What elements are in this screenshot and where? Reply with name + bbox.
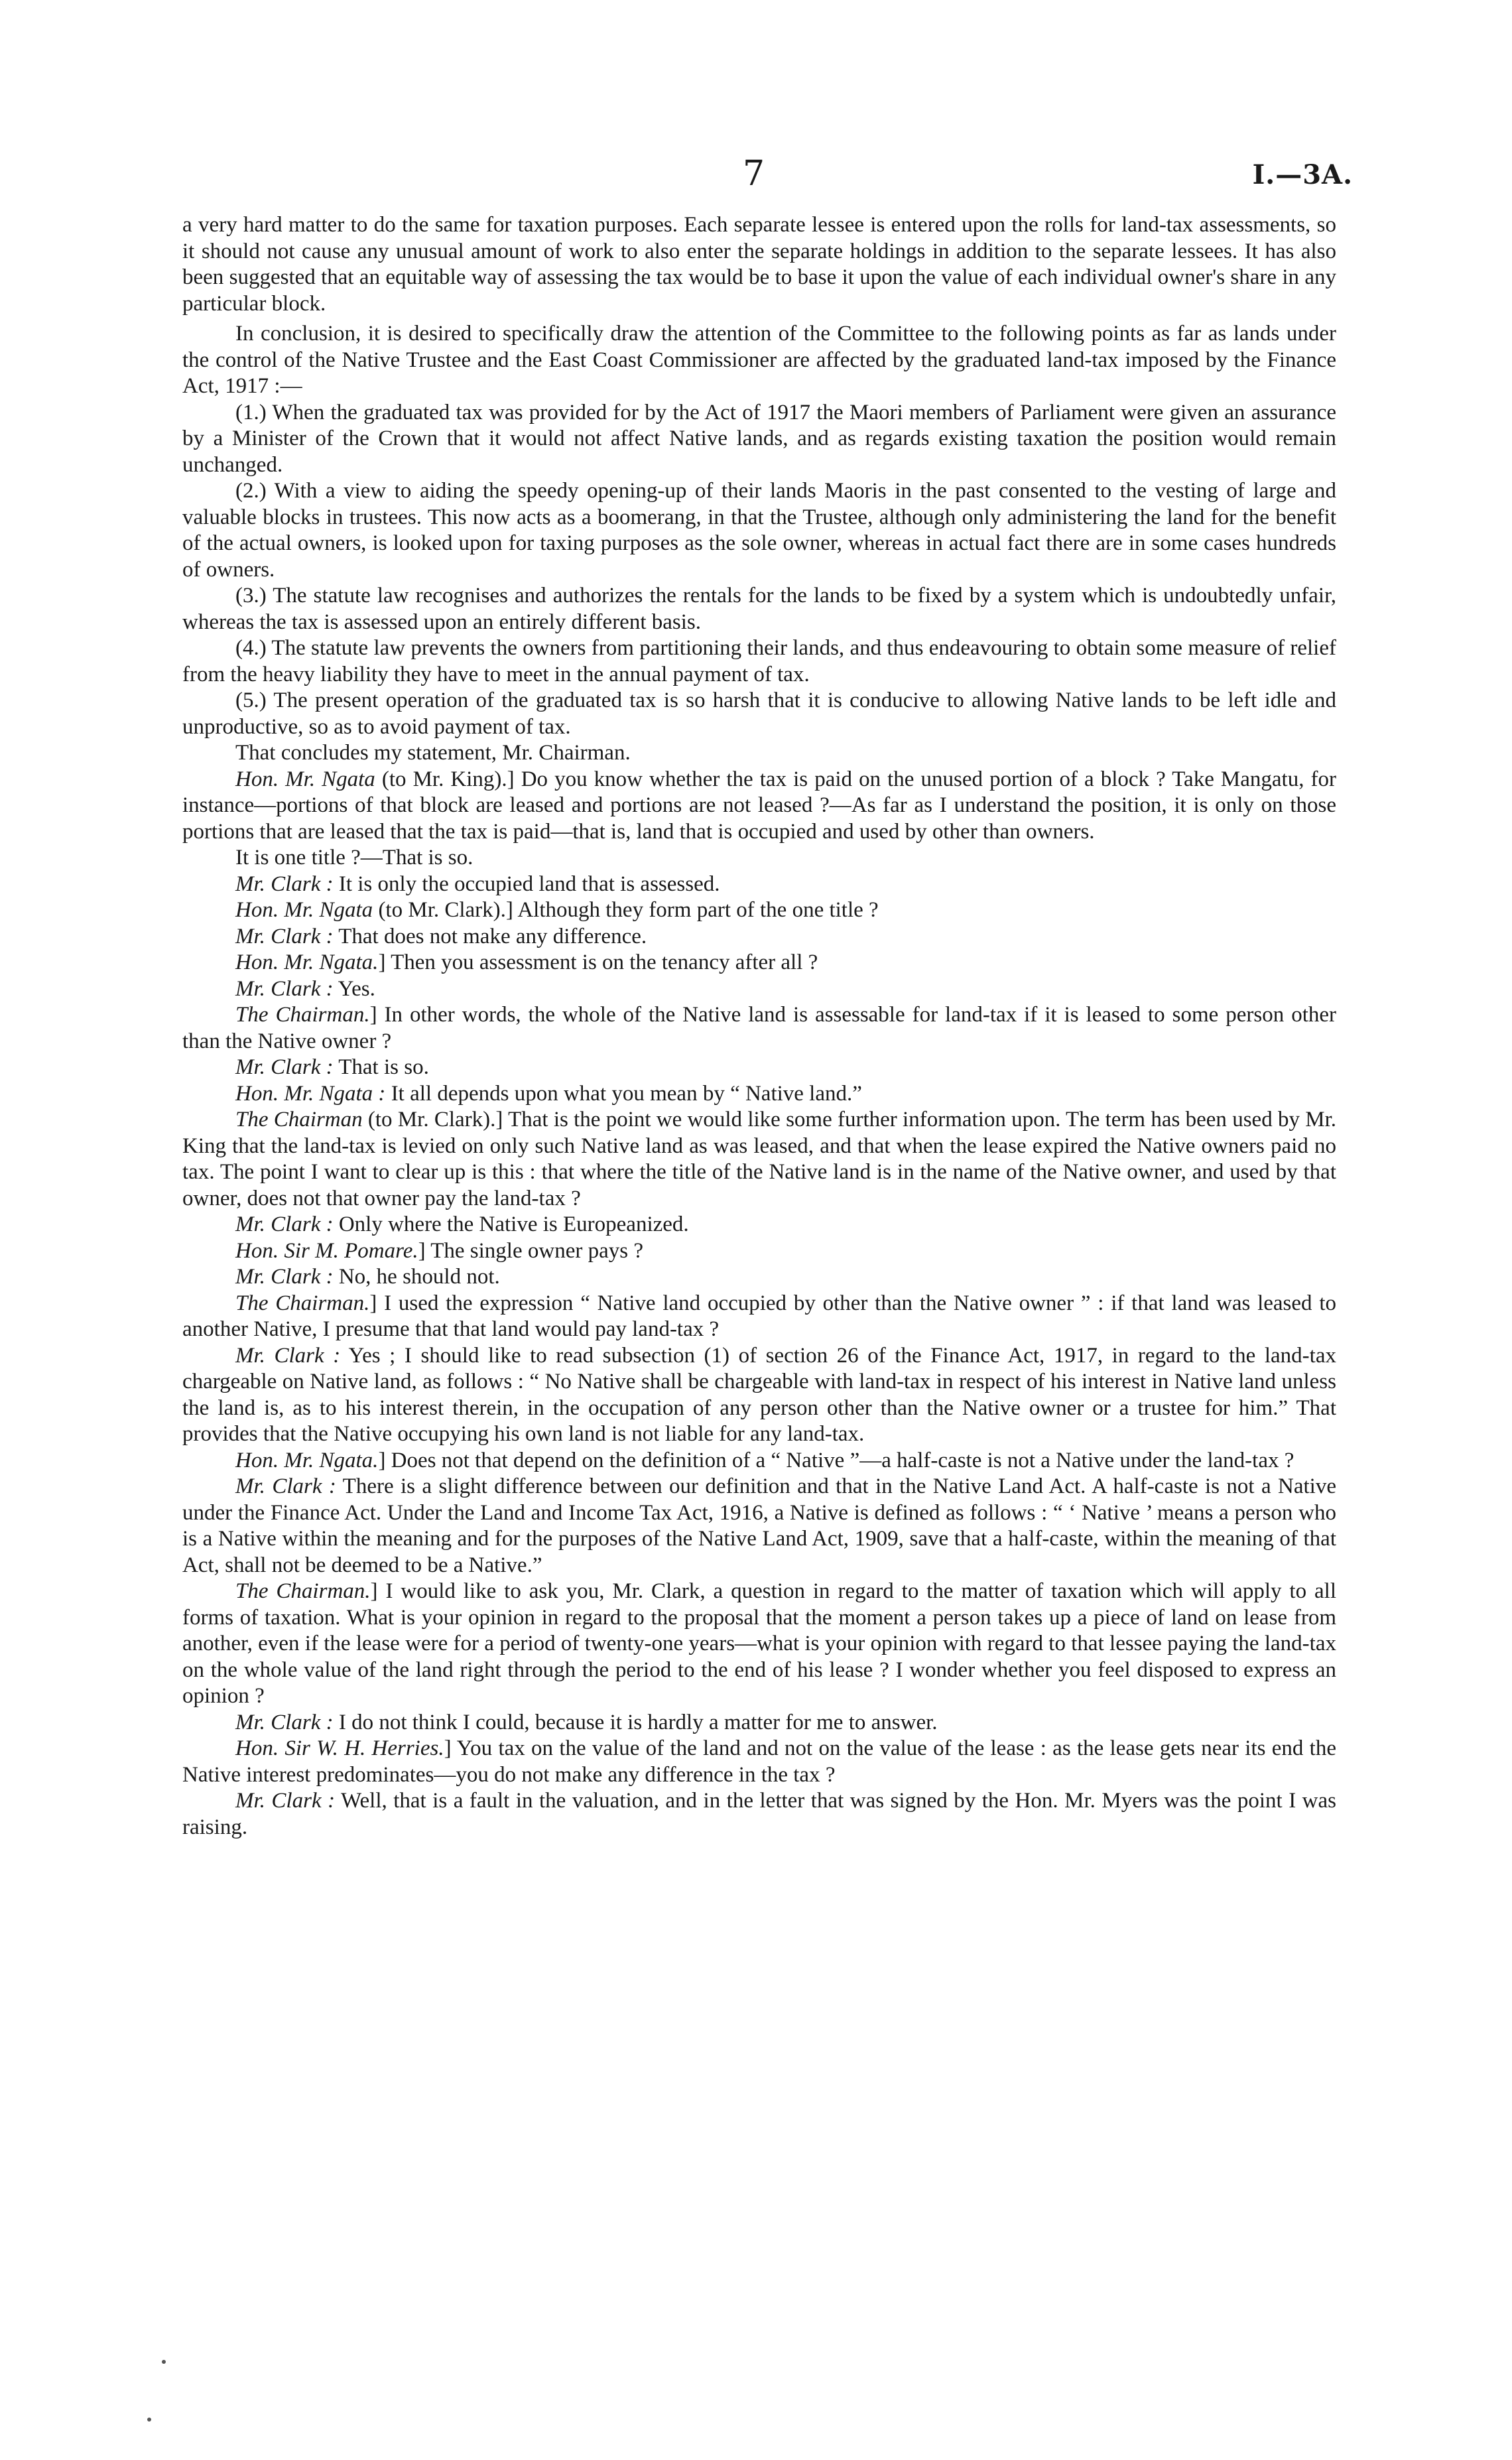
- paragraph: [182, 1291, 1336, 1343]
- paragraph-text: (5.) The present operation of the graduated tax is so harsh that it is conducive to allowing Native lands to be left idle and unproductive, so as to avoid payment of tax.: [182, 688, 1336, 739]
- paragraph: [182, 1107, 1336, 1212]
- speaker-name: Mr. Clark :: [235, 1055, 334, 1079]
- speaker-name: Hon. Mr. Ngata: [235, 767, 375, 791]
- paragraph: [182, 1474, 1336, 1579]
- paragraph-text: That is so.: [333, 1055, 429, 1079]
- document-body: [182, 212, 1336, 1841]
- paragraph: [182, 1579, 1336, 1710]
- paragraph-text: (1.) When the graduated tax was provided for by the Act of 1917 the Maori members of Parliament were given an assurance by a Minister of the Crown that it would not affect Native lands, and as regards existing taxation the position would remain unchanged.: [182, 400, 1336, 477]
- paragraph: [182, 1238, 1336, 1265]
- paragraph-text: It is one title ?—That is so.: [235, 846, 473, 870]
- paragraph: [182, 688, 1336, 740]
- paragraph: [182, 1055, 1336, 1081]
- paragraph-text: ] Then you assessment is on the tenancy after all ?: [378, 950, 818, 974]
- paragraph-text: It is only the occupied land that is assessed.: [333, 872, 720, 896]
- paragraph-text: (to Mr. King).] Do you know whether the tax is paid on the unused portion of a block ? Take Mangatu, for instance—portions of that block are leased and portions are not leased ?—As far as I understand the position, it is only on those portions that are leased that the tax is paid—that is, land that is occupied and used by other than owners.: [182, 767, 1336, 844]
- speaker-name: The Chairman: [235, 1108, 363, 1132]
- paragraph-text: No, he should not.: [333, 1265, 500, 1289]
- paragraph: [182, 321, 1336, 400]
- paragraph-text: ] Does not that depend on the definition of a “ Native ”—a half-caste is not a Native under the land-tax ?: [378, 1448, 1294, 1472]
- paragraph: [182, 740, 1336, 767]
- paragraph-text: ] The single owner pays ?: [418, 1238, 643, 1263]
- paragraph-text: (4.) The statute law prevents the owners from partitioning their lands, and thus endeavouring to obtain some measure of relief from the heavy liability they have to meet in the annual payment of tax.: [182, 636, 1336, 686]
- speaker-name: The Chairman.: [235, 1291, 370, 1315]
- speaker-name: Hon. Mr. Ngata.: [235, 1448, 379, 1472]
- speaker-name: The Chairman.: [235, 1003, 370, 1027]
- speaker-name: The Chairman.: [235, 1579, 371, 1603]
- paragraph: [182, 1212, 1336, 1238]
- document-reference: I.—3A.: [1252, 159, 1353, 190]
- paragraph: [182, 1002, 1336, 1055]
- paragraph: [182, 583, 1336, 635]
- paragraph-text: Only where the Native is Europeanized.: [333, 1212, 689, 1236]
- paragraph-text: (to Mr. Clark).] That is the point we would like some further information upon. The term has been used by Mr. King that the land-tax is levied on only such Native land as was leased, and that when the lease expired the Native owners paid no tax. The point I want to clear up is this : that where the title of the Native land is in the name of the Native owner, and used by that owner, does not that owner pay the land-tax ?: [182, 1108, 1336, 1210]
- paragraph: [182, 1710, 1336, 1736]
- speaker-name: Hon. Mr. Ngata :: [235, 1081, 386, 1106]
- paragraph-text: I do not think I could, because it is hardly a matter for me to answer.: [333, 1710, 938, 1734]
- speaker-name: Mr. Clark :: [235, 1265, 334, 1289]
- paragraph: [182, 1264, 1336, 1291]
- paragraph: [182, 1448, 1336, 1474]
- scan-speck: [147, 2418, 151, 2422]
- paragraph: [182, 400, 1336, 479]
- paragraph-text: It all depends upon what you mean by “ Native land.”: [385, 1081, 862, 1106]
- speaker-name: Mr. Clark :: [235, 924, 334, 948]
- speaker-name: Mr. Clark :: [235, 1212, 334, 1236]
- paragraph-text: ] I would like to ask you, Mr. Clark, a question in regard to the matter of taxation which will apply to all forms of taxation. What is your opinion in regard to the proposal that the moment a person takes up a piece of land on lease from another, even if the lease were for a period of twenty-one years—what is your opinion with regard to that lessee paying the land-tax on the whole value of the land right through the period to the end of his lease ? I wonder whether you feel disposed to express an opinion ?: [182, 1579, 1336, 1708]
- paragraph: [182, 976, 1336, 1003]
- paragraph: [182, 767, 1336, 846]
- paragraph-text: Yes.: [333, 976, 375, 1001]
- paragraph: [182, 845, 1336, 872]
- paragraph-text: That concludes my statement, Mr. Chairman.: [235, 741, 631, 765]
- speaker-name: Mr. Clark :: [235, 1474, 336, 1498]
- speaker-name: Hon. Sir W. H. Herries.: [235, 1736, 444, 1760]
- paragraph: [182, 950, 1336, 976]
- paragraph-text: a very hard matter to do the same for taxation purposes. Each separate lessee is entered upon the rolls for land-tax assessments, so it should not cause any unusual amount of work to also enter the separate holdings in addition to the separate lessees. It has also been suggested that an equitable way of assessing the tax would be to base it upon the value of each individual owner's share in any particular block.: [182, 213, 1336, 316]
- paragraph: [182, 1736, 1336, 1788]
- paragraph-text: In conclusion, it is desired to specifically draw the attention of the Committee to the following points as far as lands under the control of the Native Trustee and the East Coast Commissioner are affected by the graduated land-tax imposed by the Finance Act, 1917 :—: [182, 322, 1336, 398]
- paragraph: [182, 478, 1336, 583]
- paragraph: [182, 872, 1336, 898]
- speaker-name: Hon. Sir M. Pomare.: [235, 1238, 418, 1263]
- paragraph: [182, 1788, 1336, 1841]
- speaker-name: Hon. Mr. Ngata.: [235, 950, 379, 974]
- page-header: [0, 154, 1512, 200]
- paragraph: [182, 1081, 1336, 1108]
- speaker-name: Mr. Clark :: [235, 1710, 334, 1734]
- paragraph-text: Yes ; I should like to read subsection (1) of section 26 of the Finance Act, 1917, in regard to the land-tax chargeable on Native land, as follows : “ No Native shall be chargeable with land-tax in respect of his interest in Native land unless the land is, as to his interest therein, in the occupation of any person other than the Native owner or a trustee for him.” That provides that the Native occupying his own land is not liable for any land-tax.: [182, 1343, 1336, 1446]
- paragraph: [182, 924, 1336, 950]
- paragraph-text: (2.) With a view to aiding the speedy opening-up of their lands Maoris in the past consented to the vesting of large and valuable blocks in trustees. This now acts as a boomerang, in that the Trustee, although only administering the land for the benefit of the actual owners, is looked upon for taxing purposes as the sole owner, whereas in actual fact there are in some cases hundreds of owners.: [182, 479, 1336, 582]
- paragraph-text: There is a slight difference between our definition and that in the Native Land Act. A half-caste is not a Native under the Finance Act. Under the Land and Income Tax Act, 1916, a Native is defined as follows : “ ‘ Native ’ means a person who is a Native within the meaning and for the purposes of the Native Land Act, 1909, save that a half-caste, within the meaning of that Act, shall not be deemed to be a Native.”: [182, 1474, 1336, 1577]
- paragraph-text: (3.) The statute law recognises and authorizes the rentals for the lands to be fixed by a system which is undoubtedly unfair, whereas the tax is assessed upon an entirely different basis.: [182, 584, 1336, 634]
- speaker-name: Hon. Mr. Ngata: [235, 898, 373, 922]
- paragraph: [182, 897, 1336, 924]
- paragraph-text: ] I used the expression “ Native land occupied by other than the Native owner ” : if that land was leased to another Native, I presume that that land would pay land-tax ?: [182, 1291, 1336, 1341]
- paragraph: [182, 1343, 1336, 1448]
- paragraph-text: Well, that is a fault in the valuation, and in the letter that was signed by the Hon. Mr. Myers was the point I was raising.: [182, 1789, 1336, 1839]
- speaker-name: Mr. Clark :: [235, 1343, 341, 1368]
- speaker-name: Mr. Clark :: [235, 872, 334, 896]
- paragraph: [182, 212, 1336, 317]
- speaker-name: Mr. Clark :: [235, 976, 334, 1001]
- paragraph-text: (to Mr. Clark).] Although they form part of the one title ?: [373, 898, 879, 922]
- speaker-name: Mr. Clark :: [235, 1789, 336, 1813]
- scan-speck: [162, 2360, 166, 2364]
- paragraph-text: ] You tax on the value of the land and not on the value of the lease : as the lease gets near its end the Native interest predominates—you do not make any difference in the tax ?: [182, 1736, 1336, 1787]
- page-number: 7: [743, 154, 765, 194]
- paragraph: [182, 635, 1336, 688]
- paragraph-text: That does not make any difference.: [333, 924, 647, 948]
- paragraph-text: ] In other words, the whole of the Native land is assessable for land-tax if it is leased to some person other than the Native owner ?: [182, 1003, 1336, 1053]
